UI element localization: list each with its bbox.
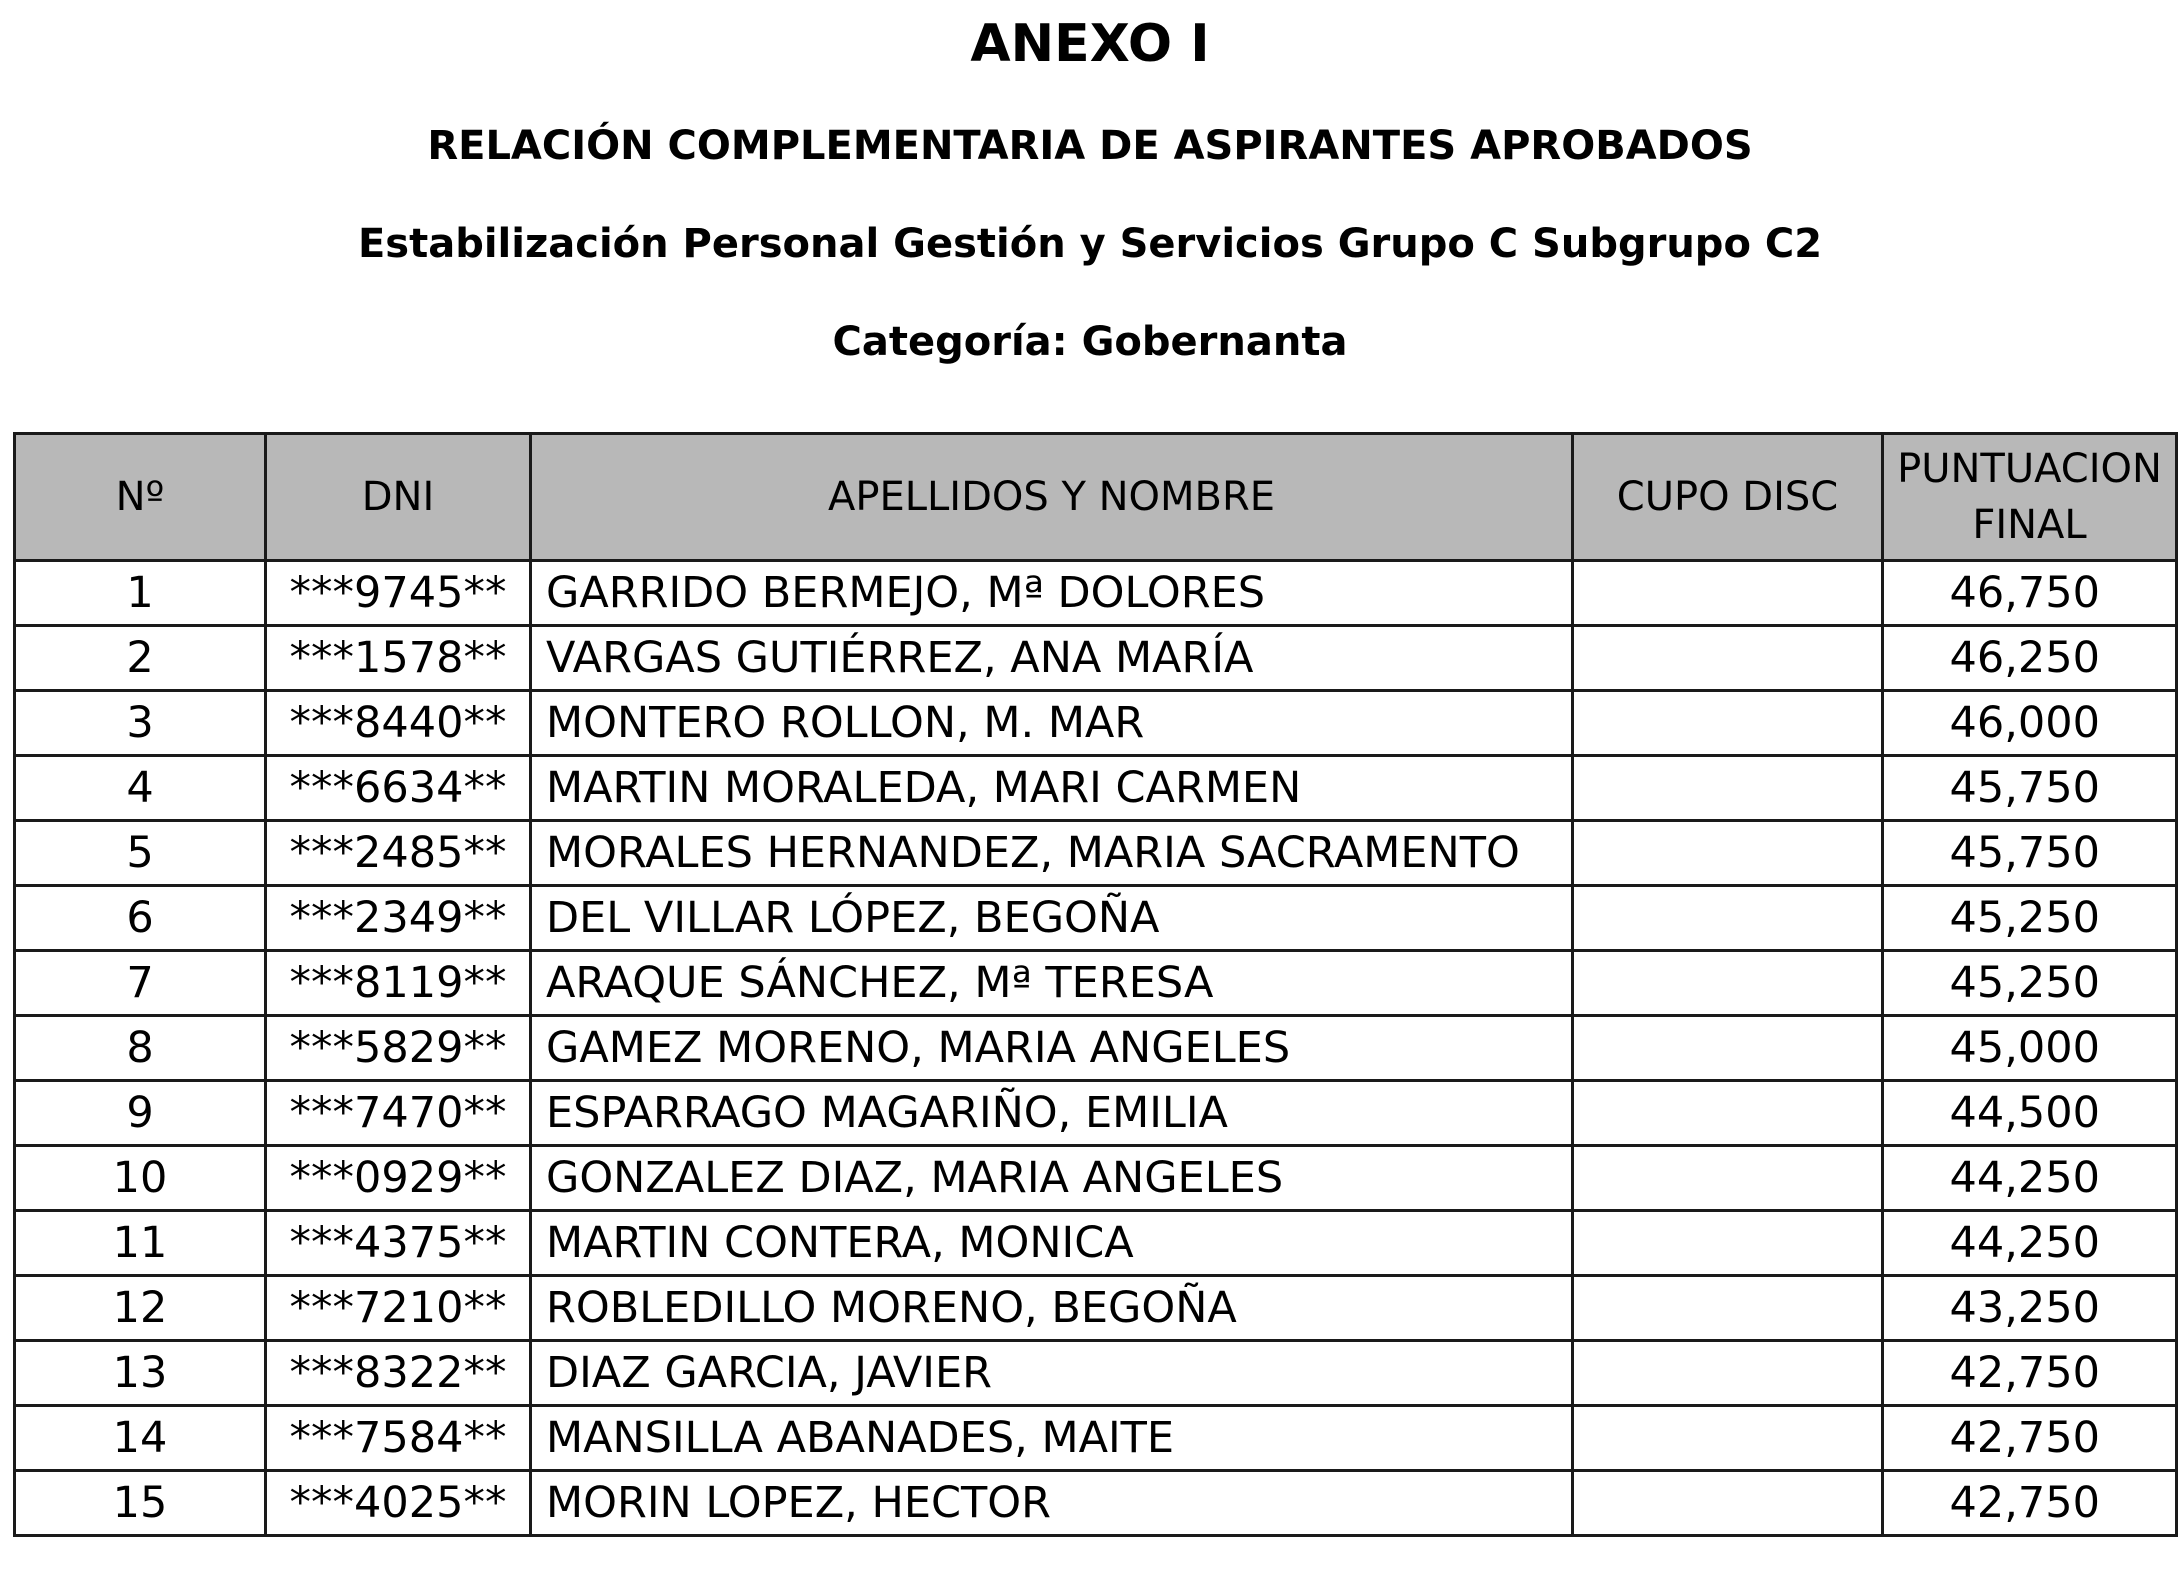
category-title: Categoría: Gobernanta bbox=[832, 319, 1348, 365]
row-score: 42,750 bbox=[1883, 1406, 2177, 1471]
row-dni: ***2485** bbox=[266, 821, 531, 886]
row-number: 10 bbox=[15, 1146, 266, 1211]
row-cupo bbox=[1573, 1016, 1883, 1081]
table-row bbox=[15, 1146, 2177, 1211]
row-score: 43,250 bbox=[1883, 1276, 2177, 1341]
row-cupo bbox=[1573, 756, 1883, 821]
table-row bbox=[15, 561, 2177, 626]
row-cupo bbox=[1573, 1146, 1883, 1211]
row-name: MANSILLA ABANADES, MAITE bbox=[531, 1406, 1573, 1471]
table-row bbox=[15, 951, 2177, 1016]
row-dni: ***1578** bbox=[266, 626, 531, 691]
row-number: 8 bbox=[15, 1016, 266, 1081]
annex-title: ANEXO I bbox=[970, 14, 1210, 74]
row-dni: ***8322** bbox=[266, 1341, 531, 1406]
row-name: GONZALEZ DIAZ, MARIA ANGELES bbox=[531, 1146, 1573, 1211]
table-row bbox=[15, 886, 2177, 951]
process-title: Estabilización Personal Gestión y Servicios Grupo C Subgrupo C2 bbox=[357, 221, 1823, 267]
header-score: PUNTUACION FINAL bbox=[1883, 434, 2177, 561]
table-row bbox=[15, 756, 2177, 821]
row-name: GARRIDO BERMEJO, Mª DOLORES bbox=[531, 561, 1573, 626]
row-name: MONTERO ROLLON, M. MAR bbox=[531, 691, 1573, 756]
results-table bbox=[13, 432, 2178, 1537]
row-name: MORALES HERNANDEZ, MARIA SACRAMENTO bbox=[531, 821, 1573, 886]
table-row bbox=[15, 1471, 2177, 1536]
row-cupo bbox=[1573, 691, 1883, 756]
table-row bbox=[15, 1211, 2177, 1276]
row-score: 45,750 bbox=[1883, 756, 2177, 821]
row-number: 12 bbox=[15, 1276, 266, 1341]
header-cupo: CUPO DISC bbox=[1573, 434, 1883, 561]
row-number: 1 bbox=[15, 561, 266, 626]
row-number: 7 bbox=[15, 951, 266, 1016]
row-score: 46,750 bbox=[1883, 561, 2177, 626]
row-cupo bbox=[1573, 951, 1883, 1016]
row-score: 42,750 bbox=[1883, 1471, 2177, 1536]
row-cupo bbox=[1573, 886, 1883, 951]
relation-title: RELACIÓN COMPLEMENTARIA DE ASPIRANTES APROBADOS bbox=[427, 123, 1753, 169]
row-score: 46,250 bbox=[1883, 626, 2177, 691]
row-dni: ***0929** bbox=[266, 1146, 531, 1211]
header-row bbox=[15, 434, 2177, 561]
row-name: ARAQUE SÁNCHEZ, Mª TERESA bbox=[531, 951, 1573, 1016]
row-number: 6 bbox=[15, 886, 266, 951]
table-row bbox=[15, 821, 2177, 886]
header-num: Nº bbox=[15, 434, 266, 561]
table-row bbox=[15, 691, 2177, 756]
row-number: 14 bbox=[15, 1406, 266, 1471]
row-number: 3 bbox=[15, 691, 266, 756]
row-score: 44,250 bbox=[1883, 1211, 2177, 1276]
row-name: ROBLEDILLO MORENO, BEGOÑA bbox=[531, 1276, 1573, 1341]
row-dni: ***2349** bbox=[266, 886, 531, 951]
row-name: ESPARRAGO MAGARIÑO, EMILIA bbox=[531, 1081, 1573, 1146]
row-score: 44,500 bbox=[1883, 1081, 2177, 1146]
row-number: 2 bbox=[15, 626, 266, 691]
row-cupo bbox=[1573, 1276, 1883, 1341]
row-dni: ***5829** bbox=[266, 1016, 531, 1081]
row-cupo bbox=[1573, 1081, 1883, 1146]
row-name: DIAZ GARCIA, JAVIER bbox=[531, 1341, 1573, 1406]
results-table-header bbox=[15, 434, 2177, 561]
row-score: 45,000 bbox=[1883, 1016, 2177, 1081]
row-cupo bbox=[1573, 561, 1883, 626]
row-name: GAMEZ MORENO, MARIA ANGELES bbox=[531, 1016, 1573, 1081]
table-row bbox=[15, 1341, 2177, 1406]
row-number: 15 bbox=[15, 1471, 266, 1536]
row-score: 45,750 bbox=[1883, 821, 2177, 886]
row-number: 13 bbox=[15, 1341, 266, 1406]
row-dni: ***4025** bbox=[266, 1471, 531, 1536]
row-number: 9 bbox=[15, 1081, 266, 1146]
row-number: 11 bbox=[15, 1211, 266, 1276]
row-number: 4 bbox=[15, 756, 266, 821]
row-dni: ***8440** bbox=[266, 691, 531, 756]
row-dni: ***7470** bbox=[266, 1081, 531, 1146]
table-row bbox=[15, 626, 2177, 691]
row-cupo bbox=[1573, 1341, 1883, 1406]
table-row bbox=[15, 1081, 2177, 1146]
row-dni: ***7210** bbox=[266, 1276, 531, 1341]
table-row bbox=[15, 1016, 2177, 1081]
row-dni: ***9745** bbox=[266, 561, 531, 626]
header-name: APELLIDOS Y NOMBRE bbox=[531, 434, 1573, 561]
row-score: 42,750 bbox=[1883, 1341, 2177, 1406]
row-score: 46,000 bbox=[1883, 691, 2177, 756]
table-row bbox=[15, 1406, 2177, 1471]
row-cupo bbox=[1573, 1471, 1883, 1536]
row-score: 45,250 bbox=[1883, 886, 2177, 951]
row-name: MARTIN CONTERA, MONICA bbox=[531, 1211, 1573, 1276]
results-table-body bbox=[15, 561, 2177, 1536]
row-score: 45,250 bbox=[1883, 951, 2177, 1016]
row-dni: ***8119** bbox=[266, 951, 531, 1016]
row-name: VARGAS GUTIÉRREZ, ANA MARÍA bbox=[531, 626, 1573, 691]
row-number: 5 bbox=[15, 821, 266, 886]
row-score: 44,250 bbox=[1883, 1146, 2177, 1211]
header-dni: DNI bbox=[266, 434, 531, 561]
row-dni: ***7584** bbox=[266, 1406, 531, 1471]
row-name: MORIN LOPEZ, HECTOR bbox=[531, 1471, 1573, 1536]
row-cupo bbox=[1573, 821, 1883, 886]
row-dni: ***4375** bbox=[266, 1211, 531, 1276]
row-cupo bbox=[1573, 1211, 1883, 1276]
row-cupo bbox=[1573, 1406, 1883, 1471]
row-dni: ***6634** bbox=[266, 756, 531, 821]
table-row bbox=[15, 1276, 2177, 1341]
row-name: MARTIN MORALEDA, MARI CARMEN bbox=[531, 756, 1573, 821]
row-cupo bbox=[1573, 626, 1883, 691]
row-name: DEL VILLAR LÓPEZ, BEGOÑA bbox=[531, 886, 1573, 951]
